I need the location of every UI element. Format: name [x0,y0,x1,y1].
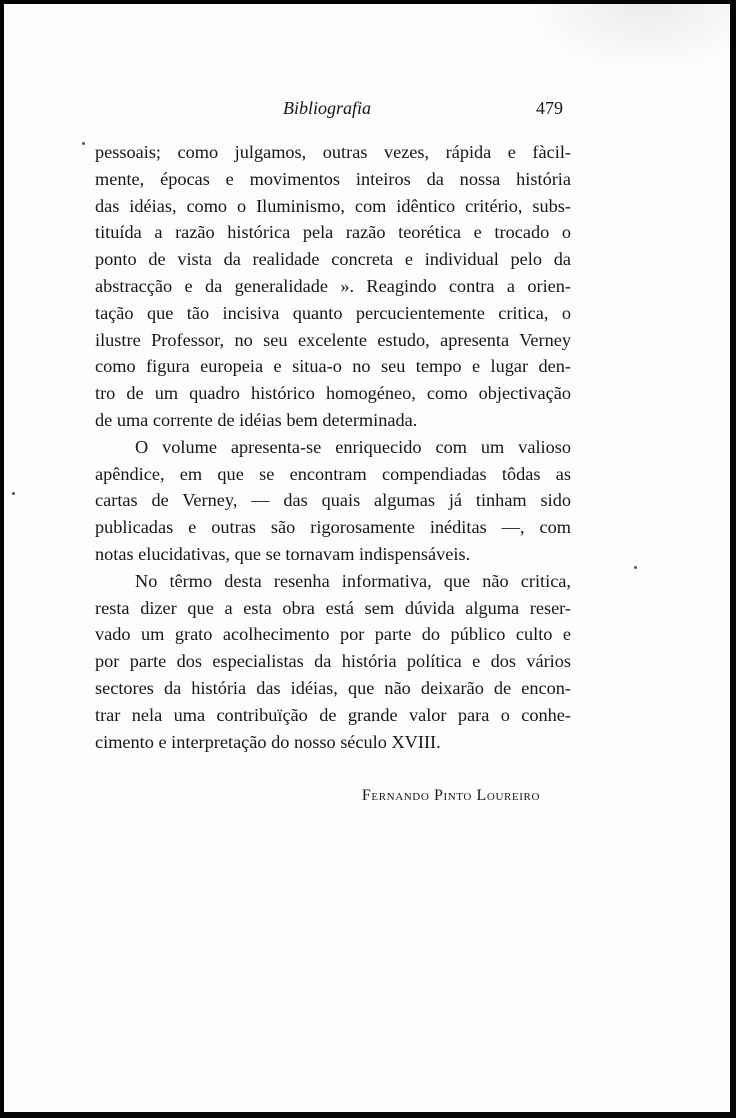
paragraph-2 [95,434,571,568]
book-page [4,4,730,1112]
paragraph-3 [95,568,571,756]
text-line: como figura europeia e situa-o no seu tempo e lugar den- [95,356,571,377]
text-line: tituída a razão histórica pela razão teorética e trocado o [95,222,571,243]
paragraph-1 [95,139,571,434]
page-shading [520,4,730,74]
text-line: ilustre Professor, no seu excelente estudo, apresenta Verney [95,329,571,350]
text-line: ponto de vista da realidade concreta e individual pelo da [95,249,571,270]
text-line: resta dizer que a esta obra está sem dúvida alguma reser- [95,597,571,618]
text-line: trar nela uma contribuïção de grande valor para o conhe- [95,704,571,725]
text-line: cimento e interpretação do nosso século XVIII. [95,731,441,752]
author-signature: Fernando Pinto Loureiro [361,787,540,804]
text-line: No têrmo desta resenha informativa, que não critica, [135,570,571,591]
page-number: 479 [536,98,563,118]
text-line: tro de um quadro histórico homogéneo, como objectivação [95,383,571,404]
text-line: tação que tão incisiva quanto percucientemente critica, o [95,302,571,323]
running-header [4,98,730,124]
print-speck [12,492,15,495]
text-line: notas elucidativas, que se tornavam indispensáveis. [95,543,471,564]
text-line: O volume apresenta-se enriquecido com um valioso [135,436,571,457]
text-line: publicadas e outras são rigorosamente inéditas —, com [95,517,571,538]
text-line: cartas de Verney, — das quais algumas já tinham sido [95,490,571,511]
text-line: vado um grato acolhecimento por parte do público culto e [95,624,571,645]
text-line: mente, épocas e movimentos inteiros da nossa história [95,168,571,189]
print-speck [634,566,637,569]
body-text [95,139,571,755]
text-line: pessoais; como julgamos, outras vezes, rápida e fàcil- [95,142,571,162]
text-line: abstracção e da generalidade ». Reagindo contra a orien- [95,275,571,296]
text-line: apêndice, em que se encontram compendiadas tôdas as [95,463,571,484]
print-speck [82,142,85,145]
text-line: sectores da história das idéias, que não deixarão de encon- [95,677,571,698]
text-line: por parte dos especialistas da história política e dos vários [95,651,571,672]
text-line: das idéias, como o Iluminismo, com idêntico critério, subs- [95,195,571,216]
text-line: de uma corrente de idéias bem determinada. [95,409,418,430]
running-title: Bibliografia [283,98,372,118]
